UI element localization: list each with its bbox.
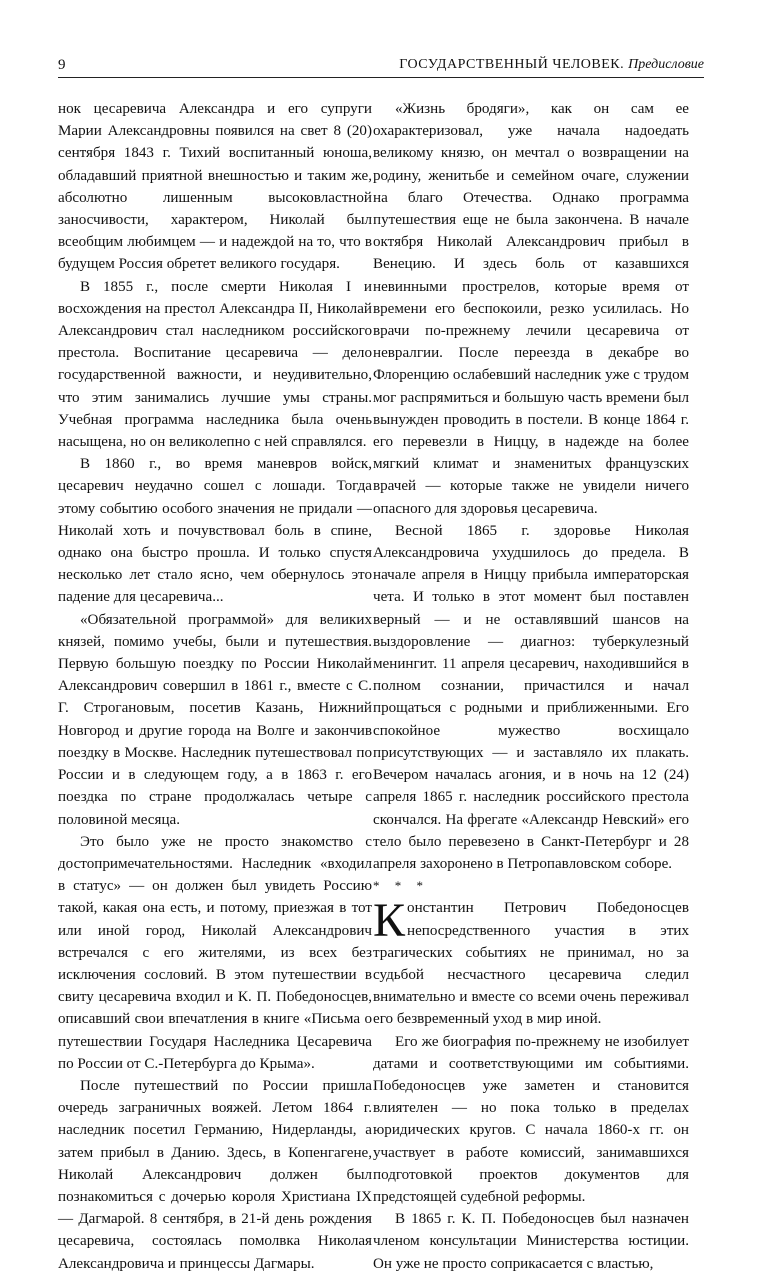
section-separator: * * * [373, 878, 429, 894]
header-rule [58, 77, 704, 78]
running-title-section: Предисловие [628, 57, 704, 72]
paragraph: В 1855 г., после смерти Николая I и восхождения на престол Александра II, Николай Александрович стал наследником российского престола. Воспитание цесаревича — дело государственной важности, и неудивительно, что этим занимались лучшие умы страны. Учебная программа наследника была очень насыщена, но он великолепно с ней справлялся. [58, 278, 372, 451]
paragraph: В 1860 г., во время маневров войск, цесаревич неудачно сошел с лошади. Тогда этому событию особого значения не придали — Николай хоть и почувствовал боль в спине, однако она быстро прошла. И только спустя несколько лет стало ясно, чем обернулось это падение для цесаревича... [58, 456, 372, 606]
paragraph: «Жизнь бродяги», как он сам ее охарактеризовал, уже начала надоедать великому князю, он мечтал о возвращении на родину, женитьбе и семейном очаге, служении на благо Отечества. Однако программа путешествия еще не была закончена. В начале октября Николай Александрович прибыл в Венецию. И здесь боль от казавшихся невинными прострелов, которые время от времени его беспокоили, резко усилилась. Но врачи по-прежнему лечили цесаревича от невралгии. После переезда в декабре во Флоренцию ослабевший наследник уже с трудом мог распрямиться и большую часть времени был вынужден проводить в постели. В конце 1864 г. его перевезли в Ниццу, в надежде на более мягкий климат и знаменитых французских врачей — которые также не увидели ничего опасного для здоровья цесаревича. [373, 101, 689, 517]
running-title [399, 56, 704, 74]
left-column [58, 98, 372, 1275]
dropcap-paragraph [373, 894, 689, 1030]
page-header [58, 56, 704, 78]
paragraph: Это было уже не просто знакомство с достопримечательностями. Наследник «входил в статус» — он должен был увидеть Россию такой, какая она есть, и потому, приезжая в тот или иной город, Николай Александрович встречался с его жителями, из всех без исключения сословий. В этом путешествии в свиту цесаревича входил и К. П. Победоносцев, описавший свои впечатления в книге «Письма о путешествии Государя Наследника Цесаревича по России от С.-Петербурга до Крыма». [58, 833, 372, 1072]
paragraph: Его же биография по-прежнему не изобилует датами и соответствующими им событиями. Победоносцев уже заметен и становится влиятелен — но пока только в пределах юридических кругов. С начала 1860-х гг. он участвует в работе комиссий, занимавшихся подготовкой проектов документов для предстоящей судебной реформы. [373, 1033, 689, 1205]
paragraph: В 1865 г. К. П. Победоносцев был назначен членом консультации Министерства юстиции. Он уже не просто соприкасается с властью, [373, 1211, 689, 1272]
right-column [373, 98, 689, 1275]
paragraph: Весной 1865 г. здоровье Николая Александровича ухудшилось до предела. В начале апреля в Ниццу прибыла императорская чета. И только в этот момент был поставлен верный — и не оставлявший шансов на выздоровление — диагноз: туберкулезный менингит. 11 апреля цесаревич, находившийся в полном сознании, причастился и начал прощаться с родными и приближенными. Его спокойное мужество восхищало присутствующих — и заставляло их плакать. Вечером началась агония, и в ночь на 12 (24) апреля 1865 г. наследник российского престола скончался. На фрегате «Александр Невский» его тело было перевезено в Санкт-Петербург и 28 апреля захоронено в Петропавловском соборе. [373, 522, 689, 872]
paragraph: «Обязательной программой» для великих князей, помимо учебы, были и путешествия. Первую большую поездку по России Николай Александрович совершил в 1861 г., вместе с С. Г. Строгановым, посетив Казань, Нижний Новгород и другие города на Волге и закончив поездку в Москве. Наследник путешествовал по России и в следующем году, а в 1863 г. его поездка по стране продолжалась четыре с половиной месяца. [58, 611, 372, 828]
running-title-main: ГОСУДАРСТВЕННЫЙ ЧЕЛОВЕК. [399, 57, 625, 72]
paragraph: После путешествий по России пришла очередь заграничных вояжей. Летом 1864 г. наследник посетил Германию, Нидерланды, а затем прибыл в Данию. Здесь, в Копенгагене, Николай Александрович должен был познакомиться с дочерью короля Христиана IX — Дагмарой. 8 сентября, в 21-й день рождения цесаревича, состоялась помолвка Николая Александровича и принцессы Дагмары. [58, 1077, 372, 1272]
dropcap-letter: К [373, 894, 406, 948]
paragraph: нок цесаревича Александра и его супруги Марии Александровны появился на свет 8 (20) сентября 1843 г. Тихий воспитанный юноша, обладавший приятной внешностью и таким же, абсолютно лишенным высоковластной заносчивости, характером, Николай был всеобщим любимцем — и надеждой на то, что в будущем Россия обретет великого государя. [58, 101, 372, 273]
dropcap-paragraph-text: онстантин Петрович Победоносцев непосредственного участия в этих трагических событиях не принимал, но за судьбой несчастного цесаревича следил внимательно и вместе со всеми очень переживал его безвременный уход в мир иной. [373, 900, 689, 1028]
page-number: 9 [58, 57, 66, 73]
